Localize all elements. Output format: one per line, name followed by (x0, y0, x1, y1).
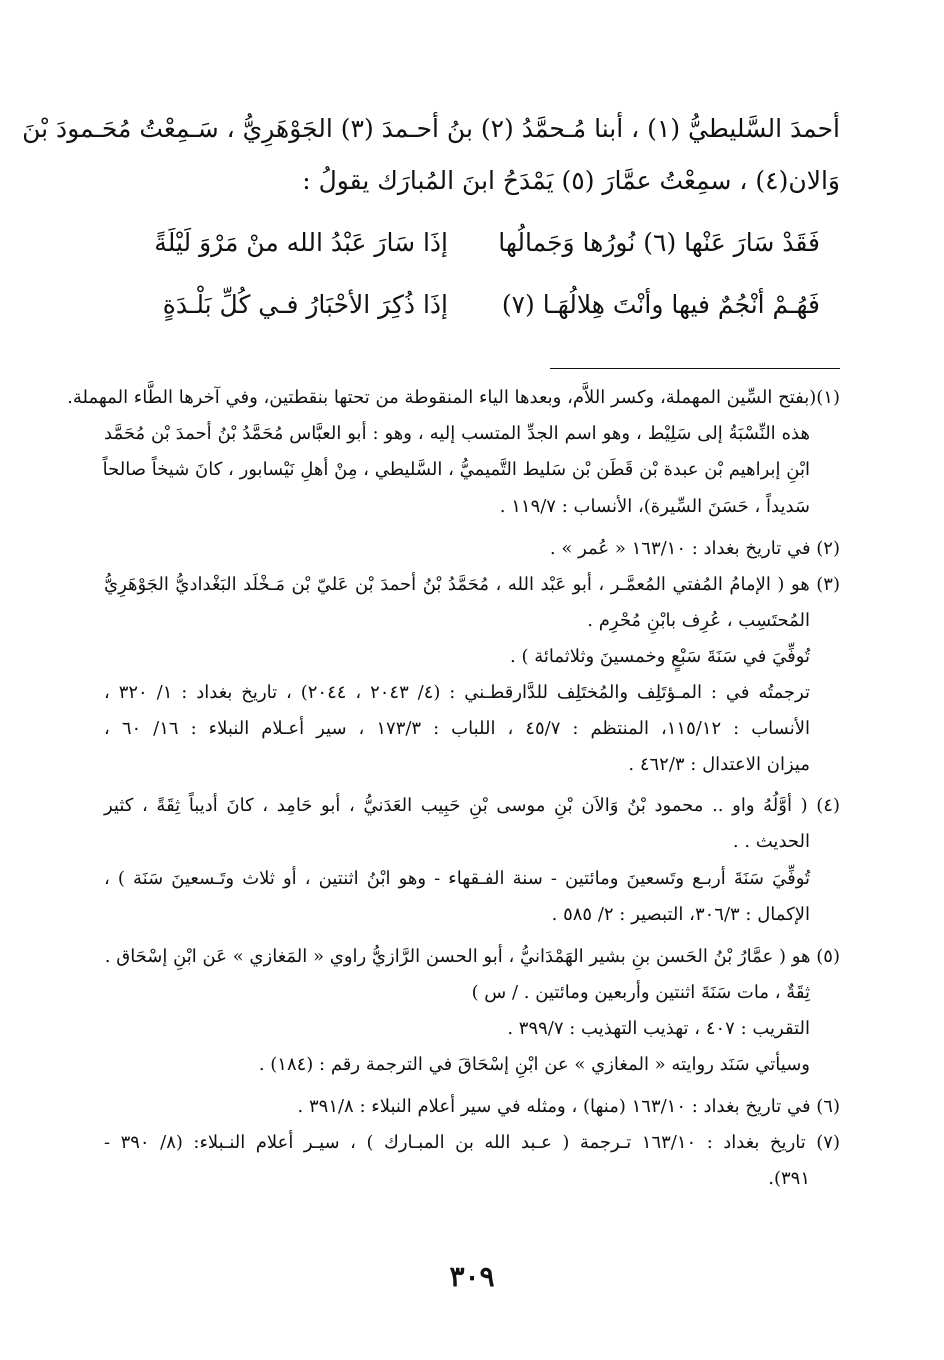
footnote-line: هذه النِّسْبَةُ إلى سَلِيْط ، وهو اسم الجدِّ المتسب إليه ، وهو : أبو العبَّاس مُحَمَّدُ بْنُ أحمدَ بْن مُحَمَّد (104, 423, 810, 444)
verse-second-hemistich: فَهُـمْ أنْجُمٌ فيها وأنْتَ هِلالُهَـا (٧) (501, 290, 820, 319)
footnote-line: (٧) تاريخ بغداد : ١٦٣/١٠ تـرجمة ( عـبد الله بن المبـارك ) ، سيـر أعلام النـبلاء: (٨/ ٣٩٠ - (104, 1132, 840, 1153)
footnote-line: ابْنِ إبراهيم بْن عبدة بْن قَطَن بْن سَليط التَّميميُّ ، السَّليطي ، مِنْ أهلِ نَيْسابور ، كانَ شيخاً صالحاً (102, 459, 810, 480)
footnote-line: المُحتَسِب ، عُرِف بابْنِ مُحْرِم . (587, 610, 810, 631)
footnote-line: تُوفِّيَ سَنَةَ أربـع وتَسعينَ ومائتين - سنة الفـقهاء - وهو ابْنُ اثنتين ، أو ثلاث وتَـسعينَ سَنَة ) ، (104, 868, 810, 889)
main-text-line: وَالان(٤) ، سمِعْتُ عمَّارَ (٥) يَمْدَحُ ابنَ المُبارَك يقولُ : (302, 166, 840, 195)
footnote-line: وسيأتي سَنَد روايته « المغازي » عن ابْنِ إسْحَاقَ في الترجمة رقم : (١٨٤) . (258, 1054, 810, 1075)
verse-second-hemistich: فَقَدْ سَارَ عَنْها (٦) نُورُها وَجَمالُها (498, 228, 820, 257)
footnote-line: الحديث . . (732, 831, 810, 852)
footnote-line: (١)(بفتح السِّين المهملة، وكسر اللاَّم، وبعدها الياء المنقوطة من تحتها بنقطتين، وفي آخرها الطَّاء المهملة. (67, 387, 840, 408)
footnote-line: (٣) هو ( الإمامُ المُفتي المُعمَّـر ، أبو عَبْد الله ، مُحَمَّدُ بْنُ أحمدَ بْن عَليّ بْن مَـخْلَد البَغْداديُّ الجَوْهَرِيُّ (104, 574, 840, 595)
footnote-line: الأنساب : ١١٥/١٢، المنتظم : ٤٥/٧ ، اللباب : ١٧٣/٣ ، سير أعـلام النبلاء : ١٦/ ٦٠ ، (104, 718, 810, 739)
footnote-line: (٤) ( أوَّلُهُ واو .. محمود بْنُ وَالاَن بْنِ موسى بْنِ حَبِيب العَدَنيُّ ، أبو حَامِد ، كانَ أديباً ثِقَةً ، كثير (104, 795, 840, 816)
footnote-line: التقريب : ٤٠٧ ، تهذيب التهذيب : ٣٩٩/٧ . (507, 1018, 810, 1039)
footnote-line: (٢) في تاريخ بغداد : ١٦٣/١٠ « عُمر » . (549, 538, 840, 559)
footnote-line: سَديداً ، حَسَنَ السِّيرة)، الأنساب : ١١٩/٧ . (499, 496, 810, 517)
footnote-line: (٦) في تاريخ بغداد : ١٦٣/١٠ (منها) ، ومثله في سير أعلام النبلاء : ٣٩١/٨ . (297, 1096, 840, 1117)
main-text-line: أحمدَ السَّليطيُّ (١) ، أبنا مُـحمَّدُ (٢) بنُ أحـمدَ (٣) الجَوْهَرِيُّ ، سَـمِعْتُ مُحَـمودَ بْنَ (22, 114, 840, 143)
page-number: ٣٠٩ (449, 1260, 495, 1293)
footnote-line: ميزان الاعتدال : ٤٦٢/٣ . (628, 754, 810, 775)
verse-first-hemistich: إذَا ذُكِرَ الأحْبَارُ فـي كُلِّ بَلْـدَةٍ (162, 290, 448, 319)
footnote-separator (550, 368, 840, 369)
footnote-line: ثِقَةٌ ، مات سَنَةَ اثنتين وأربعين ومائتين . / س ) (471, 982, 810, 1003)
footnote-line: الإكمال : ٣٠٦/٣، التبصير : ٢/ ٥٨٥ . (551, 904, 810, 925)
footnote-line: ٣٩١). (768, 1168, 810, 1189)
footnote-line: تُوفِّيَ في سَنَةَ سَبْعٍ وخمسينَ وثلاثمائة ) . (510, 646, 810, 667)
verse-first-hemistich: إذَا سَارَ عَبْدُ الله منْ مَرْوَ لَيْلَةً (154, 228, 448, 257)
footnote-line: ترجمتُه في : المـؤتَلِف والمُختَلِف للدَّارقطـني : (٤/ ٢٠٤٣ ، ٢٠٤٤) ، تاريخ بغداد : ١/ ٣٢٠ ، (104, 682, 810, 703)
footnote-line: (٥) هو ( عمَّارُ بْنُ الحَسن بنِ بشير الهَمْدَانيُّ ، أبو الحسن الرَّازيُّ راوي « المَغازي » عَن ابْنِ إسْحَاق . (104, 946, 840, 967)
